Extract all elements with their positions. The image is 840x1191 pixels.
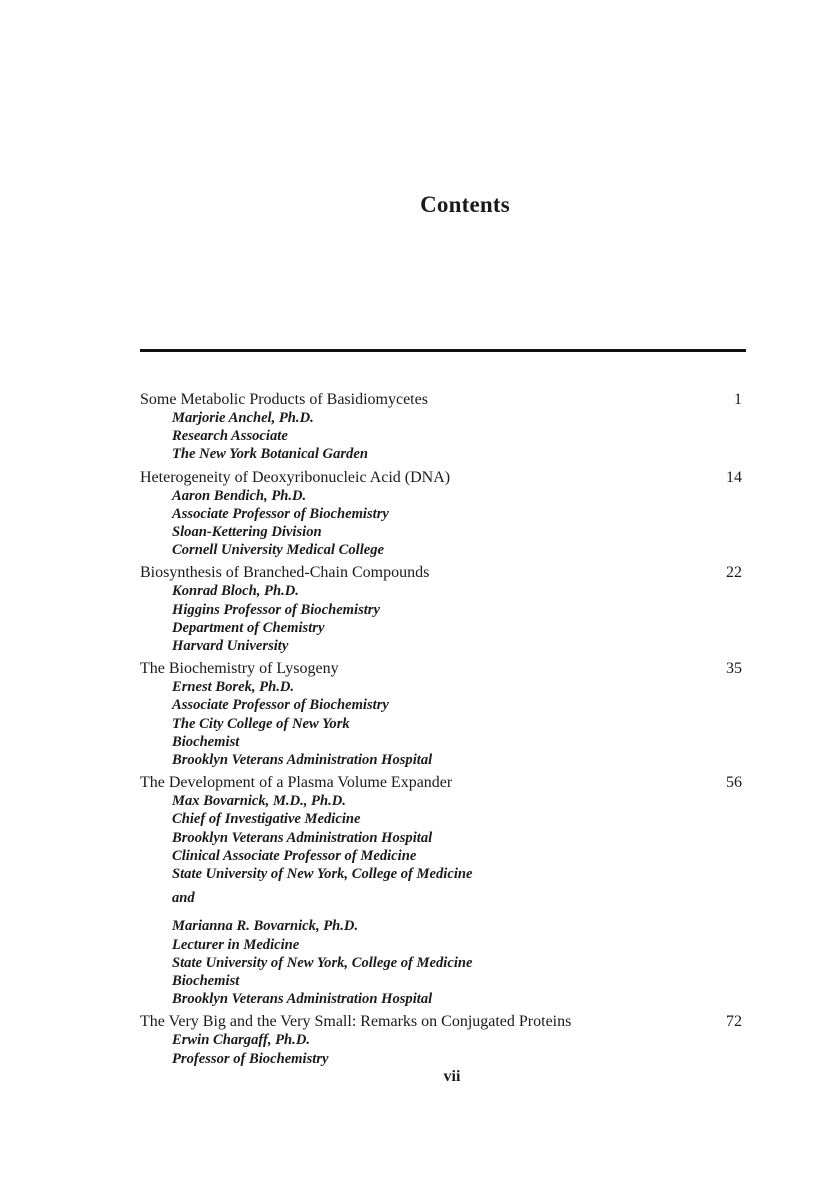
author-name: Aaron Bendich, Ph.D. bbox=[172, 487, 307, 504]
author-affiliation: State University of New York, College of Medicine bbox=[172, 954, 473, 971]
entry-page-number: 72 bbox=[726, 1013, 742, 1031]
author-name: Marjorie Anchel, Ph.D. bbox=[172, 410, 314, 426]
author-affiliation: Harvard University bbox=[172, 638, 289, 655]
entry-title[interactable]: Some Metabolic Products of Basidiomycetes bbox=[140, 391, 428, 408]
author-affiliation: Brooklyn Veterans Administration Hospital bbox=[172, 752, 433, 769]
author-name: Erwin Chargaff, Ph.D. bbox=[172, 1032, 311, 1049]
horizontal-rule bbox=[140, 349, 746, 352]
page-number-footer: vii bbox=[443, 1068, 461, 1085]
entry-page-number: 22 bbox=[726, 564, 742, 582]
author-affiliation: Lecturer in Medicine bbox=[172, 936, 300, 953]
entry-page-number: 14 bbox=[726, 468, 742, 486]
toc-entry bbox=[140, 1012, 746, 1067]
entry-page-number: 1 bbox=[734, 391, 742, 408]
author-affiliation: Sloan-Kettering Division bbox=[172, 524, 322, 541]
author-affiliation: Department of Chemistry bbox=[172, 619, 325, 636]
author-name: Max Bovarnick, M.D., Ph.D. bbox=[172, 793, 346, 810]
page-title: Contents bbox=[420, 192, 510, 217]
author-name: Marianna R. Bovarnick, Ph.D. bbox=[172, 918, 359, 935]
author-name: Konrad Bloch, Ph.D. bbox=[172, 583, 299, 600]
author-affiliation: Cornell University Medical College bbox=[172, 542, 384, 559]
author-affiliation: State University of New York, College of Medicine bbox=[172, 866, 473, 883]
entry-title[interactable]: The Biochemistry of Lysogeny bbox=[140, 660, 339, 678]
toc-entry bbox=[140, 773, 746, 1008]
author-affiliation: Associate Professor of Biochemistry bbox=[172, 505, 389, 522]
author-name: Ernest Borek, Ph.D. bbox=[172, 679, 295, 696]
toc-entry bbox=[140, 659, 746, 769]
entry-title[interactable]: The Very Big and the Very Small: Remarks on Conjugated Proteins bbox=[140, 1013, 572, 1031]
toc-entry bbox=[140, 390, 746, 464]
entry-page-number: 35 bbox=[726, 660, 742, 678]
author-affiliation: Biochemist bbox=[172, 733, 240, 750]
author-affiliation: Higgins Professor of Biochemistry bbox=[172, 601, 380, 618]
author-affiliation: Biochemist bbox=[172, 973, 240, 990]
entry-title[interactable]: Heterogeneity of Deoxyribonucleic Acid (DNA) bbox=[140, 468, 451, 486]
author-affiliation: Brooklyn Veterans Administration Hospital bbox=[172, 829, 433, 846]
author-affiliation: Associate Professor of Biochemistry bbox=[172, 697, 389, 714]
entry-title[interactable]: The Development of a Plasma Volume Expander bbox=[140, 774, 453, 792]
toc-entry bbox=[140, 563, 746, 655]
toc-entry bbox=[140, 468, 746, 560]
author-affiliation: The City College of New York bbox=[172, 715, 350, 732]
author-affiliation: Professor of Biochemistry bbox=[172, 1050, 329, 1067]
author-affiliation: Clinical Associate Professor of Medicine bbox=[172, 847, 417, 864]
entry-title[interactable]: Biosynthesis of Branched-Chain Compounds bbox=[140, 564, 430, 582]
author-affiliation: The New York Botanical Garden bbox=[172, 446, 368, 463]
author-affiliation: Research Associate bbox=[172, 428, 288, 445]
and-separator: and bbox=[172, 890, 195, 907]
entry-page-number: 56 bbox=[726, 774, 742, 792]
author-affiliation: Chief of Investigative Medicine bbox=[172, 811, 361, 828]
author-affiliation: Brooklyn Veterans Administration Hospital bbox=[172, 991, 433, 1008]
table-of-contents bbox=[140, 390, 746, 1072]
